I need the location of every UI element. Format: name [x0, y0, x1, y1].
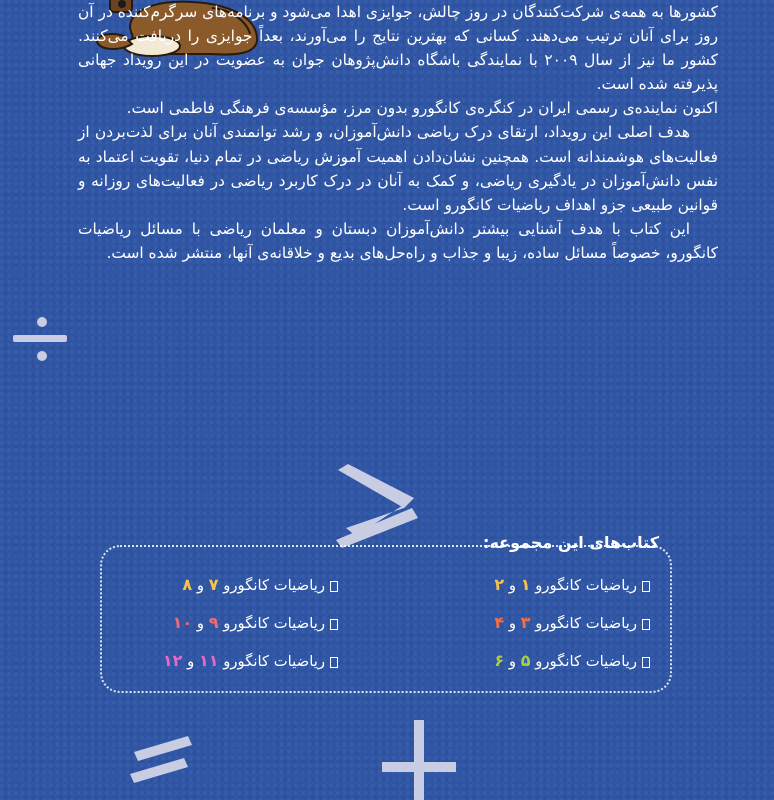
checkbox-square-icon — [642, 619, 650, 630]
greater-equal-icon — [318, 464, 428, 548]
checkbox-square-icon — [330, 581, 338, 592]
series-item: ریاضیات کانگورو ۱۱ و ۱۲ — [163, 651, 338, 670]
paragraph-1: کشورها به همه‌ی شرکت‌کنندگان در روز چالش، جوایزی اهدا می‌شود و برنامه‌های سرگرم‌کننده در آن روز برای آنان ترتیب می‌دهند. کسانی که بهترین نتایج را می‌آورند، بعداً جوایزی را دریافت می‌کنند. کشور ما نیز از سال ۲۰۰۹ با نمایندگی باشگاه دانش‌پژوهان جوان به عضویت در این رویداد جهانی پذیرفته شده است. — [78, 3, 718, 94]
series-title: کتاب‌های این مجموعه: — [483, 533, 659, 552]
series-item: ریاضیات کانگورو ۵ و ۶ — [494, 651, 650, 670]
plus-icon — [382, 720, 456, 800]
checkbox-square-icon — [330, 657, 338, 668]
equals-icon — [126, 732, 198, 788]
paragraph-2: اکنون نماینده‌ی رسمی ایران در کنگره‌ی کانگورو بدون مرز، مؤسسه‌ی فرهنگی فاطمی است. — [126, 99, 718, 118]
divide-icon — [10, 310, 68, 368]
checkbox-square-icon — [642, 581, 650, 592]
series-item: ریاضیات کانگورو ۳ و ۴ — [494, 613, 650, 632]
checkbox-square-icon — [330, 619, 338, 630]
series-item: ریاضیات کانگورو ۱ و ۲ — [494, 575, 650, 594]
body-text — [78, 0, 718, 265]
paragraph-3: هدف اصلی این رویداد، ارتقای درک ریاضی دانش‌آموزان، و رشد توانمندی آنان برای لذت‌بردن از فعالیت‌های هوشمندانه است. همچنین نشان‌دادن اهمیت آموزش ریاضی در تمام دنیا، تقویت اعتماد به نفس دانش‌آموزان در یادگیری ریاضی، و کمک به آنان در درک کاربرد ریاضی در فعالیت‌های روزانه و قوانین طبیعی جزو اهداف ریاضیات کانگورو است. — [78, 123, 718, 214]
paragraph-4: این کتاب با هدف آشنایی بیشتر دانش‌آموزان دبستان و معلمان ریاضی با مسائل ریاضیات کانگورو، خصوصاً مسائل ساده، زیبا و جذاب و راه‌حل‌های بدیع و خلاقانه‌ی آنها، منتشر شده است. — [78, 219, 718, 262]
checkbox-square-icon — [642, 657, 650, 668]
series-item: ریاضیات کانگورو ۹ و ۱۰ — [173, 613, 338, 632]
series-item: ریاضیات کانگورو ۷ و ۸ — [182, 575, 338, 594]
